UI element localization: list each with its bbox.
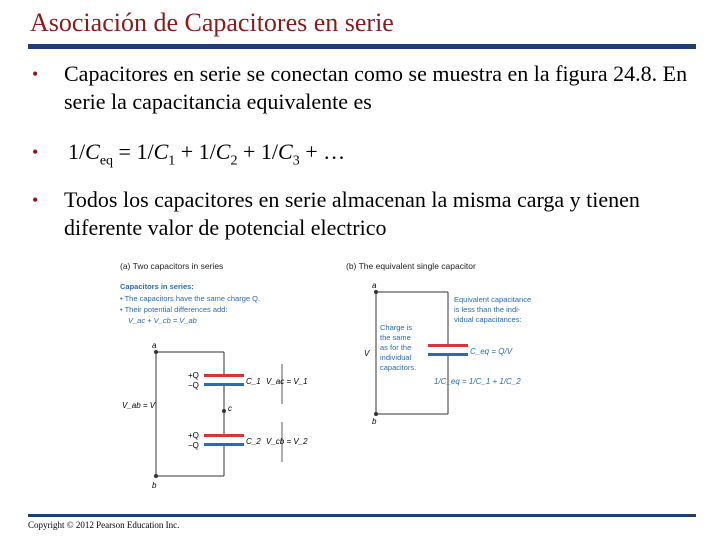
panel-a-line2: • Their potential differences add:	[120, 305, 228, 314]
slide-title: Asociación de Capacitores en serie	[30, 8, 394, 37]
label-b-a: a	[372, 281, 377, 290]
eq-note-1: Equivalent capacitance	[454, 295, 532, 304]
label-c: c	[228, 404, 232, 413]
copyright-text: Copyright © 2012 Pearson Education Inc.	[28, 520, 180, 530]
c1-plate-negative	[204, 383, 244, 386]
label-b-v: V	[364, 349, 370, 358]
ceq-plate-negative	[428, 353, 468, 356]
bullet-text: Todos los capacitores en serie almacenan la misma carga y tienen diferente valor de potencial electrico	[64, 187, 640, 240]
panel-a-heading: Capacitors in series:	[120, 282, 194, 291]
panel-a-line1: • The capacitors have the same charge Q.	[120, 294, 261, 303]
node-b	[154, 474, 158, 478]
plus-q-2: +Q	[188, 431, 199, 440]
eq-note-2: is less than the indi-	[454, 305, 521, 314]
panel-a-line3: V_ac + V_cb = V_ab	[128, 316, 197, 325]
footer-rule	[28, 514, 696, 517]
node-b-b	[374, 412, 378, 416]
c2-plate-negative	[204, 443, 244, 446]
minus-q-2: −Q	[188, 441, 199, 450]
bullet-dot: •	[32, 142, 39, 162]
reciprocal-formula: 1/C_eq = 1/C_1 + 1/C_2	[434, 377, 521, 386]
c1-label: C_1	[246, 377, 261, 386]
v1-label: V_ac = V_1	[266, 377, 308, 386]
bullet-dot: •	[32, 190, 39, 210]
bullet-text: Capacitores en serie se conectan como se muestra en la figura 24.8. En serie la capacitancia equivalente es	[64, 61, 688, 114]
panel-b-title: (b) The equivalent single capacitor	[346, 261, 476, 271]
eq-note-3: vidual capacitances:	[454, 315, 522, 324]
vab-label: V_ab = V	[122, 401, 156, 410]
ceq-formula: C_eq = Q/V	[470, 347, 513, 356]
v2-label: V_cb = V_2	[266, 437, 308, 446]
charge-note-4: individual	[380, 353, 412, 362]
charge-note-1: Charge is	[380, 323, 413, 332]
c1-plate-positive	[204, 374, 244, 377]
charge-note-3: as for the	[380, 343, 412, 352]
c2-plate-positive	[204, 434, 244, 437]
panel-a-title: (a) Two capacitors in series	[120, 261, 224, 271]
label-b: b	[152, 481, 157, 490]
node-c	[222, 409, 226, 413]
series-capacitance-equation: $1/C_{eq} = 1/C_1 + 1/C_2 + 1/C_3$ + …	[68, 139, 346, 169]
ceq-plate-positive	[428, 344, 468, 347]
series-capacitors-figure	[118, 256, 532, 490]
c2-label: C_2	[246, 437, 261, 446]
charge-note-5: capacitors.	[380, 363, 417, 372]
bullet-dot: •	[32, 64, 39, 84]
label-b-b: b	[372, 417, 377, 426]
node-b-a	[374, 290, 378, 294]
node-a	[154, 350, 158, 354]
title-underline	[28, 44, 696, 49]
label-a: a	[152, 341, 157, 350]
charge-note-2: the same	[380, 333, 411, 342]
minus-q-1: −Q	[188, 381, 199, 390]
plus-q-1: +Q	[188, 371, 199, 380]
